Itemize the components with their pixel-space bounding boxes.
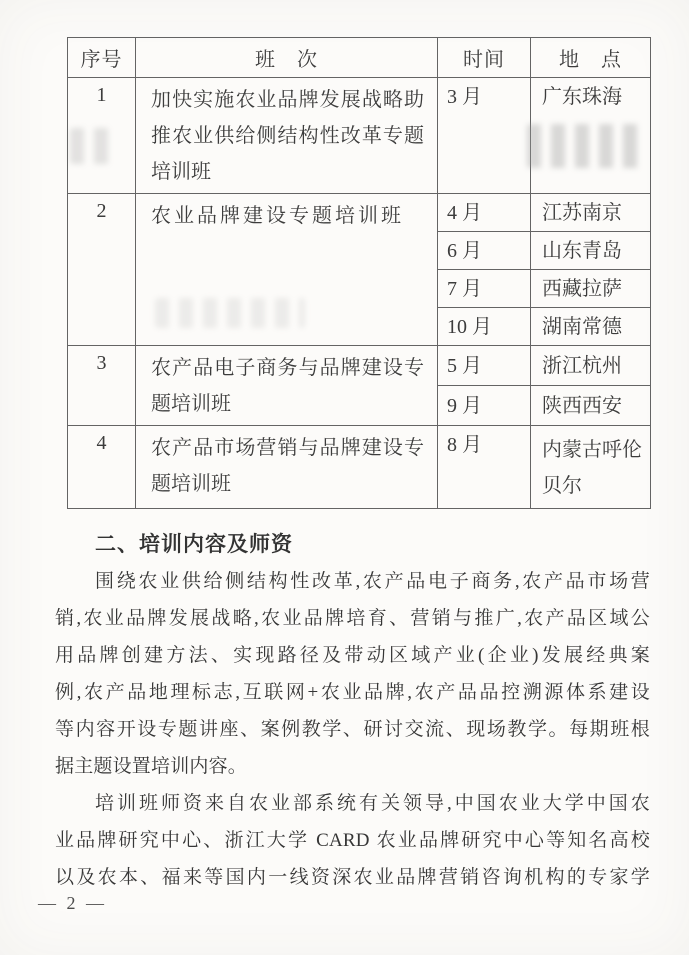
cell-time: 5 月 [438, 346, 531, 386]
cell-place: 陕西西安 [531, 386, 651, 426]
column-header-place: 地 点 [531, 38, 651, 78]
cell-course [136, 346, 438, 426]
cell-time: 8 月 [438, 426, 531, 509]
paragraph-line: 等内容开设专题讲座、案例教学、研讨交流、现场教学。每期班根 [55, 719, 650, 740]
cell-place: 湖南常德 [531, 308, 651, 346]
paragraph-line: 围绕农业供给侧结构性改革,农产品电子商务,农产品市场营 [95, 571, 650, 592]
table-row [68, 426, 651, 509]
place-line: 贝尔 [542, 475, 582, 497]
cell-place: 西藏拉萨 [531, 270, 651, 308]
course-line: 培训班 [151, 161, 211, 183]
course-line: 农产品电子商务与品牌建设专 [151, 357, 424, 379]
cell-course [136, 78, 438, 194]
paragraph-line: 业品牌研究中心、浙江大学 CARD 农业品牌研究中心等知名高校 [55, 830, 650, 851]
place-line: 内蒙古呼伦 [542, 439, 642, 461]
paragraph-line: 用品牌创建方法、实现路径及带动区域产业(企业)发展经典案 [55, 645, 650, 666]
cell-place: 江苏南京 [531, 194, 651, 232]
cell-no: 1 [68, 78, 136, 194]
page-number: — 2 — [38, 893, 107, 913]
column-header-time: 时间 [438, 38, 531, 78]
cell-place: 山东青岛 [531, 232, 651, 270]
cell-place: 浙江杭州 [531, 346, 651, 386]
cell-time: 7 月 [438, 270, 531, 308]
paragraph-line: 以及农本、福来等国内一线资深农业品牌营销咨询机构的专家学 [55, 867, 650, 888]
table-header-row [68, 38, 651, 78]
cell-time: 10 月 [438, 308, 531, 346]
course-line: 农业品牌建设专题培训班 [151, 205, 404, 227]
cell-no: 4 [68, 426, 136, 509]
course-line: 题培训班 [151, 393, 231, 415]
cell-time: 9 月 [438, 386, 531, 426]
table-row [68, 194, 651, 232]
course-line: 农产品市场营销与品牌建设专 [151, 437, 424, 459]
cell-no: 3 [68, 346, 136, 426]
cell-no: 2 [68, 194, 136, 346]
bleedthrough-artifact [527, 124, 647, 168]
cell-time: 6 月 [438, 232, 531, 270]
paragraph-line: 销,农业品牌发展战略,农业品牌培育、营销与推广,农产品区域公 [55, 608, 650, 629]
paragraph-line: 据主题设置培训内容。 [55, 756, 248, 777]
paragraph-line: 例,农产品地理标志,互联网+农业品牌,农产品品控溯源体系建设 [55, 682, 650, 703]
cell-time: 3 月 [438, 78, 531, 194]
cell-place [531, 426, 651, 509]
bleedthrough-artifact [155, 298, 305, 328]
column-header-course: 班 次 [136, 38, 438, 78]
bleedthrough-artifact [70, 128, 118, 164]
paragraph-line: 培训班师资来自农业部系统有关领导,中国农业大学中国农 [95, 793, 650, 814]
column-header-no: 序号 [68, 38, 136, 78]
course-line: 推农业供给侧结构性改革专题 [151, 125, 424, 147]
training-schedule-table [67, 37, 651, 509]
section-content [55, 526, 650, 896]
section-heading: 二、培训内容及师资 [95, 533, 293, 556]
cell-course [136, 426, 438, 509]
course-line: 题培训班 [151, 473, 231, 495]
cell-time: 4 月 [438, 194, 531, 232]
cell-place: 广东珠海 [531, 78, 651, 194]
table-row [68, 346, 651, 386]
course-line: 加快实施农业品牌发展战略助 [151, 89, 424, 111]
